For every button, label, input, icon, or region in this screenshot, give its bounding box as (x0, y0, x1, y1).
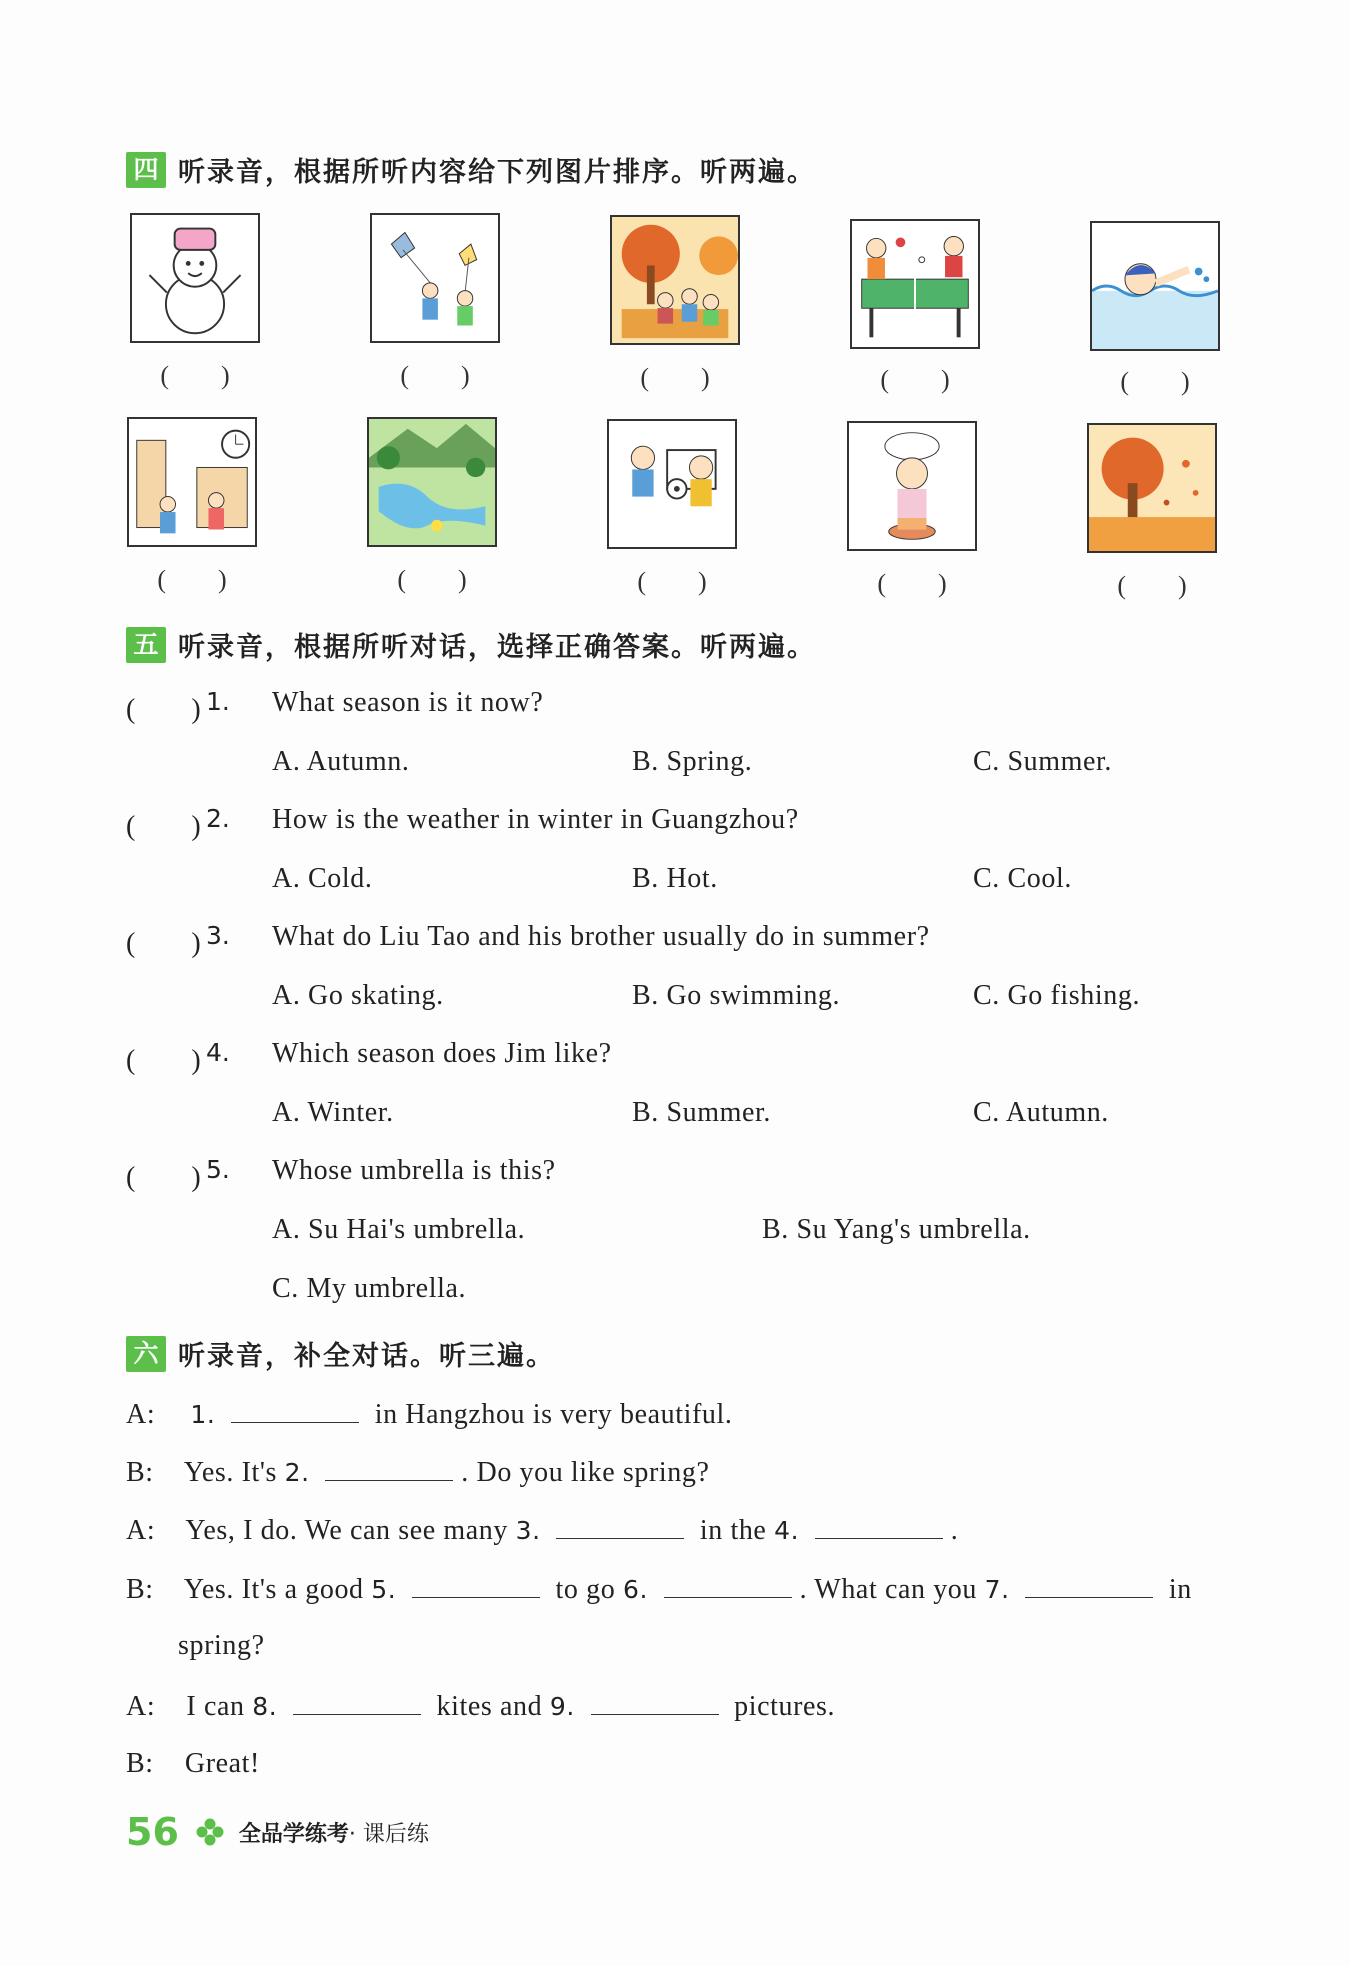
speaker: A: (126, 1691, 156, 1722)
section-4-number: 四 (126, 152, 166, 188)
q3-option-a: A. Go skating. (272, 980, 444, 1011)
line-text: Yes, I do. We can see many (185, 1515, 508, 1546)
speaker: A: (126, 1399, 156, 1430)
picture-school-clock (127, 417, 257, 547)
blank-4[interactable] (815, 1512, 943, 1539)
picture-5-answer[interactable]: ( ) (1120, 367, 1190, 396)
section-5-heading (126, 625, 816, 664)
dialogue-line-4 (126, 1571, 1192, 1606)
blank-number: 1. (190, 1400, 216, 1429)
page-number: 56 (126, 1810, 179, 1854)
picture-swimming (1090, 221, 1220, 351)
blank-5[interactable] (412, 1571, 540, 1598)
section-5-number: 五 (126, 627, 166, 663)
picture-7-answer[interactable]: ( ) (397, 565, 467, 594)
q4-option-a: A. Winter. (272, 1097, 394, 1128)
blank-number: 2. (284, 1458, 310, 1487)
line-text: . (950, 1515, 959, 1546)
picture-autumn-picnic (610, 215, 740, 345)
q1-option-a: A. Autumn. (272, 746, 410, 777)
autumn-picnic-icon (612, 217, 738, 343)
section-5-title: 听录音，根据所听对话，选择正确答案。听两遍。 (178, 632, 816, 663)
snowman-icon (132, 215, 258, 341)
q1-option-b: B. Spring. (632, 746, 753, 777)
line-text: in the (699, 1515, 767, 1546)
school-clock-icon (129, 419, 255, 545)
picture-4-answer[interactable]: ( ) (880, 365, 950, 394)
q2-option-a: A. Cold. (272, 863, 373, 894)
question-3-number: 3. (206, 921, 230, 950)
q5-option-a: A. Su Hai's umbrella. (272, 1214, 526, 1245)
line-text: . Do you like spring? (461, 1457, 710, 1488)
question-4-text: Which season does Jim like? (272, 1038, 612, 1069)
blank-7[interactable] (1025, 1571, 1153, 1598)
picture-snowman (130, 213, 260, 343)
picture-kite-flying (370, 213, 500, 343)
dialogue-line-4-continued: spring? (178, 1630, 265, 1661)
blank-number: 5. (371, 1575, 397, 1604)
swimming-icon (1092, 223, 1218, 349)
q5-option-b: B. Su Yang's umbrella. (762, 1214, 1031, 1245)
speaker: A: (126, 1515, 156, 1546)
picture-9-answer[interactable]: ( ) (877, 569, 947, 598)
blank-8[interactable] (293, 1688, 421, 1715)
dialogue-line-6 (126, 1688, 835, 1723)
q2-option-b: B. Hot. (632, 863, 718, 894)
line-text: pictures. (734, 1691, 836, 1722)
blank-6[interactable] (664, 1571, 792, 1598)
park-river-icon (369, 419, 495, 545)
q3-option-c: C. Go fishing. (973, 980, 1141, 1011)
picture-1-answer[interactable]: ( ) (160, 361, 230, 390)
section-4-title: 听录音，根据所听内容给下列图片排序。听两遍。 (178, 157, 816, 188)
question-4-number: 4. (206, 1038, 230, 1067)
blank-number: 3. (515, 1516, 541, 1545)
q2-option-c: C. Cool. (973, 863, 1072, 894)
brand-name: 全品学练考 (238, 1821, 349, 1847)
chef-cake-icon (849, 423, 975, 549)
speaker: B: (126, 1457, 154, 1488)
picture-table-tennis (850, 219, 980, 349)
question-1-text: What season is it now? (272, 687, 544, 718)
section-6-number: 六 (126, 1336, 166, 1372)
picture-autumn-tree (1087, 423, 1217, 553)
section-4-heading (126, 150, 816, 189)
picture-6-answer[interactable]: ( ) (157, 565, 227, 594)
question-1-answer[interactable]: ( ) (126, 694, 201, 725)
line-text: to go (555, 1574, 616, 1605)
speaker: B: (126, 1574, 154, 1605)
picture-park-river (367, 417, 497, 547)
question-1-number: 1. (206, 687, 230, 716)
q4-option-c: C. Autumn. (973, 1097, 1109, 1128)
picture-chef-cake (847, 421, 977, 551)
q4-option-b: B. Summer. (632, 1097, 772, 1128)
speaker: B: (126, 1748, 154, 1779)
page-footer (126, 1810, 429, 1854)
blank-number: 4. (774, 1516, 800, 1545)
line-text: Great! (184, 1748, 260, 1779)
blank-3[interactable] (556, 1512, 684, 1539)
question-4-answer[interactable]: ( ) (126, 1045, 201, 1076)
brand-subtitle: · 课后练 (348, 1821, 429, 1847)
dialogue-line-2 (126, 1454, 710, 1489)
blank-2[interactable] (325, 1454, 453, 1481)
line-text: I can (186, 1691, 245, 1722)
question-5-text: Whose umbrella is this? (272, 1155, 556, 1186)
blank-number: 6. (622, 1575, 648, 1604)
question-3-answer[interactable]: ( ) (126, 928, 201, 959)
blank-number: 8. (252, 1692, 278, 1721)
autumn-tree-icon (1089, 425, 1215, 551)
football-icon (609, 421, 735, 547)
blank-number: 9. (549, 1692, 575, 1721)
line-text: Yes. It's (183, 1457, 278, 1488)
clover-icon (195, 1817, 225, 1847)
dialogue-line-7 (126, 1748, 260, 1780)
picture-3-answer[interactable]: ( ) (640, 363, 710, 392)
line-text: kites and (436, 1691, 543, 1722)
q1-option-c: C. Summer. (973, 746, 1113, 777)
picture-8-answer[interactable]: ( ) (637, 567, 707, 596)
dialogue-line-3 (126, 1512, 958, 1547)
q3-option-b: B. Go swimming. (632, 980, 841, 1011)
question-5-number: 5. (206, 1155, 230, 1184)
question-2-answer[interactable]: ( ) (126, 811, 201, 842)
picture-2-answer[interactable]: ( ) (400, 361, 470, 390)
blank-9[interactable] (591, 1688, 719, 1715)
picture-10-answer[interactable]: ( ) (1117, 571, 1187, 600)
question-2-text: How is the weather in winter in Guangzhou? (272, 804, 799, 835)
line-text: . What can you (799, 1574, 977, 1605)
q5-option-c: C. My umbrella. (272, 1273, 467, 1304)
dialogue-line-1 (126, 1396, 733, 1431)
question-3-text: What do Liu Tao and his brother usually do in summer? (272, 921, 930, 952)
line-text: in Hangzhou is very beautiful. (374, 1399, 733, 1430)
question-2-number: 2. (206, 804, 230, 833)
table-tennis-icon (852, 221, 978, 347)
blank-1[interactable] (231, 1396, 359, 1423)
picture-football (607, 419, 737, 549)
blank-number: 7. (984, 1575, 1010, 1604)
line-text: in (1168, 1574, 1192, 1605)
question-5-answer[interactable]: ( ) (126, 1162, 201, 1193)
section-6-title: 听录音，补全对话。听三遍。 (178, 1341, 555, 1372)
section-6-heading (126, 1334, 555, 1373)
kite-flying-icon (372, 215, 498, 341)
line-text: Yes. It's a good (183, 1574, 364, 1605)
